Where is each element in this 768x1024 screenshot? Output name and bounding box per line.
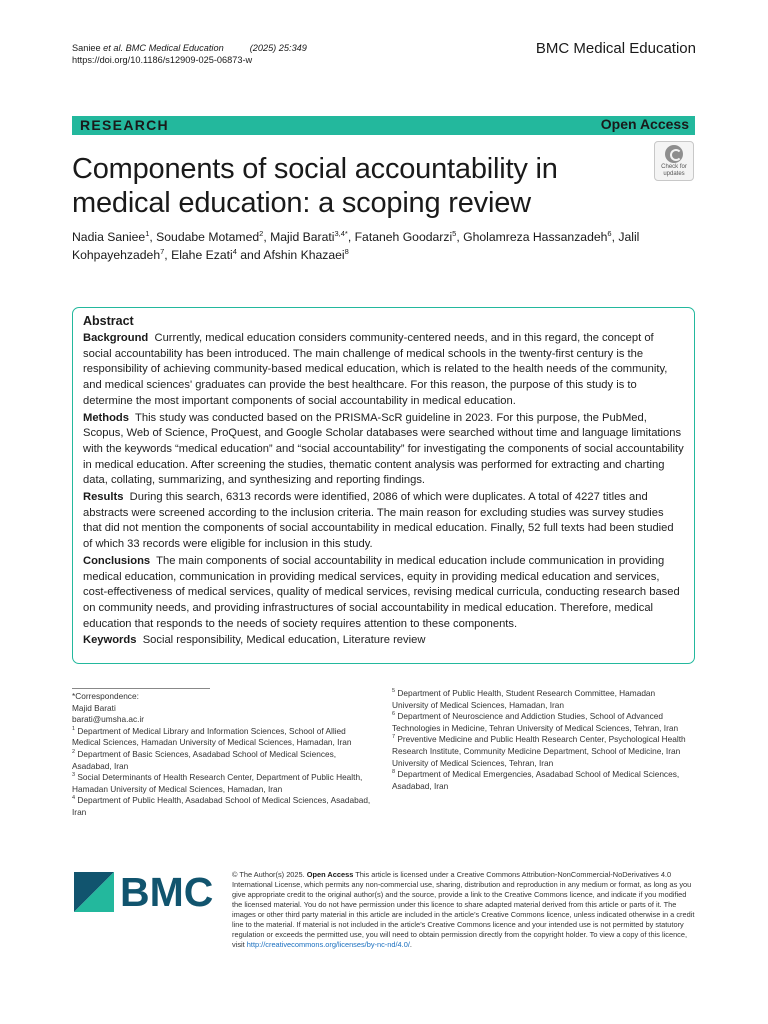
affiliation-item (72, 749, 372, 772)
section-banner (72, 116, 695, 135)
citation-year: (2025) 25:349 (249, 43, 307, 53)
license-text: © The Author(s) 2025. Open Access This article is licensed under a Creative Commons Attribution-NonCommercial-NoDerivatives 4.0 International License, which permits any non-commercial use, sharing, distribution and reproduction in any medium or format, as long as you give appropriate credit to the original author(s) and the source, provide a link to the Creative Commons licence, and indicate if you modified the licensed material. You do not have permission under this licence to share adapted material derived from this article or parts of it. The images or other third party material in this article are included in the article’s Creative Commons licence, unless indicated otherwise in a credit line to the material. If material is not included in the article’s Creative Commons licence and your intended use is not permitted by statutory regulation or exceeds the permitted use, you will need to obtain permission directly from the copyright holder. To view a copy of this licence, visit http://creativecommons.org/licenses/by-nc-nd/4.0/. (232, 870, 695, 949)
check-for-updates-button[interactable] (654, 141, 694, 181)
affiliation-number: 1 (72, 726, 76, 733)
author-affiliation-marker: 6 (607, 228, 612, 238)
author-affiliation-marker: 4 (232, 246, 237, 256)
article-title: Components of social accountability in medical education: a scoping review (72, 153, 558, 219)
abstract-keywords: Keywords Social responsibility, Medical education, Literature review (83, 634, 426, 647)
affiliation-item (72, 772, 372, 795)
affiliation-item (392, 769, 692, 792)
author-name: Afshin Khazaei (263, 248, 345, 262)
author-affiliation-marker: 2 (259, 228, 264, 238)
author-separator: , (164, 248, 172, 262)
affiliation-number: 5 (392, 688, 396, 695)
correspondence-label: *Correspondence: (72, 691, 139, 701)
running-header (72, 42, 307, 66)
journal-name: BMC Medical Education (535, 40, 696, 57)
doi-link[interactable]: https://doi.org/10.1186/s12909-025-06873-w (72, 55, 253, 65)
author-affiliation-marker: 8 (344, 246, 349, 256)
author-affiliation-marker: 5 (452, 228, 457, 238)
affiliation-number: 7 (392, 734, 396, 741)
open-access-label: Open Access (600, 116, 689, 132)
footnotes-right-column (392, 688, 692, 792)
citation-line (72, 42, 307, 54)
correspondence-email[interactable]: barati@umsha.ac.ir (72, 714, 145, 725)
bmc-logo (74, 869, 214, 915)
author-name: Jalil Kohpayehzadeh (72, 230, 640, 262)
author-affiliation-marker: 3,4* (334, 228, 348, 238)
bmc-logo-text: BMC (120, 869, 214, 915)
footnotes-left-column (72, 688, 372, 819)
author-separator: , (263, 230, 271, 244)
affiliation-text: Department of Medical Emergencies, Asadabad School of Medical Sciences, Asadabad, Iran (392, 769, 680, 791)
abstract-background: Background Currently, medical education considers community-centered needs, and in this regard, the concept of social accountability has been introduced. The main challenge of medical schools in the twenty-first century is the responsibility of achieving community-based medical education, which is related to the health needs of the community, and medical sciences' graduates can provide the best healthcare. For this reason, the purpose of this study is to determine the most important components of social accountability in medical education. (83, 332, 668, 407)
affiliation-number: 3 (72, 772, 76, 779)
license-url-link[interactable]: http://creativecommons.org/licenses/by-nc-nd/4.0/ (246, 940, 410, 949)
section-label: RESEARCH (80, 117, 169, 133)
citation-author: Saniee (72, 43, 104, 53)
abstract-heading: Abstract (83, 314, 134, 328)
affiliation-number: 4 (72, 795, 76, 802)
affiliation-item (392, 711, 692, 734)
affiliation-number: 2 (72, 749, 76, 756)
affiliation-text: Department of Medical Library and Information Sciences, School of Allied Medical Sciences, Hamadan University of Medical Sciences, Hamadan, Iran (72, 725, 352, 748)
affiliation-text: Department of Public Health, Asadabad School of Medical Sciences, Asadabad, Iran (72, 795, 371, 817)
citation-journal: et al. BMC Medical Education (103, 43, 224, 53)
affiliation-item (72, 795, 372, 818)
affiliation-number: 8 (392, 769, 396, 776)
check-updates-icon (665, 145, 683, 163)
affiliation-text: Social Determinants of Health Research Center, Department of Public Health, Hamadan University of Medical Sciences, Hamadan, Iran (72, 772, 363, 794)
abstract-methods: Methods This study was conducted based on the PRISMA-ScR guideline in 2023. For this purpose, the PubMed, Scopus, Web of Science, ProQuest, and Google Scholar databases were searched without time and language limitations with the keywords “medical education” and “social accountability” for investigating the components of social accountability in medical education. After screening the studies, thematic content analysis was performed for extracting and charting data, collating, summarizing, and synthesizing and reporting findings. (83, 411, 684, 487)
author-name: Gholamreza Hassanzadeh (463, 230, 608, 244)
check-updates-text: Check for updates (661, 164, 687, 177)
affiliation-text: Department of Public Health, Student Research Committee, Hamadan University of Medical Sciences, Hamadan, Iran (392, 688, 656, 710)
affiliation-number: 6 (392, 711, 396, 718)
affiliation-item (392, 734, 692, 769)
author-affiliation-marker: 7 (160, 246, 165, 256)
author-name: Majid Barati (270, 230, 335, 244)
affiliation-list-left (72, 726, 372, 819)
abstract-box (72, 307, 695, 664)
affiliation-text: Department of Basic Sciences, Asadabad School of Medical Sciences, Asadabad, Iran (72, 748, 337, 771)
author-separator: and (236, 248, 264, 262)
affiliation-list-right (392, 688, 692, 792)
affiliation-text: Preventive Medicine and Public Health Research Center, Psychological Health Research Institute, Community Medicine Department, School of Medicine, Iran University of Medical Sciences, Tehran, Iran (392, 734, 686, 768)
abstract-results: Results During this search, 6313 records were identified, 2086 of which were duplicates. A total of 4227 titles and abstracts were screened according to the inclusion criteria. The main reason for excluding studies was survey studies that did not mention the components of social accountability in medical education. Finally, 52 full texts had been studied of which 33 records were eligible for inclusion in this study. (83, 491, 674, 551)
abstract-conclusions: Conclusions The main components of social accountability in medical education include communication in providing medical education, communication in providing medical services, equity in providing medical education and services, cost-effectiveness of medical services, quality of medical services, revising medical curricula, conducting research based on community needs, and providing infrastructures of social accountability in medical education. Therefore, medical education that responds to the needs of society requires attention to these components. (83, 554, 680, 630)
author-name: Nadia Saniee (72, 230, 146, 244)
affiliation-text: Department of Neuroscience and Addiction Studies, School of Advanced Technologies in Medicine, Tehran University of Medical Sciences, Tehran, Iran (392, 711, 679, 733)
correspondence-name: Majid Barati (72, 702, 116, 713)
author-name: Fataneh Goodarzi (354, 230, 453, 244)
author-separator: , (611, 230, 619, 244)
license-open-access: Open Access (306, 870, 354, 879)
affiliation-item (392, 688, 692, 711)
author-separator: , (149, 230, 157, 244)
author-affiliation-marker: 1 (145, 228, 150, 238)
author-list (72, 228, 695, 264)
author-separator: , (456, 230, 464, 244)
footnote-rule (72, 688, 210, 689)
author-name: Elahe Ezati (171, 248, 233, 262)
bmc-mark-icon (74, 872, 114, 912)
author-name: Soudabe Motamed (156, 230, 260, 244)
affiliation-item (72, 726, 372, 749)
author-separator: , (347, 230, 355, 244)
